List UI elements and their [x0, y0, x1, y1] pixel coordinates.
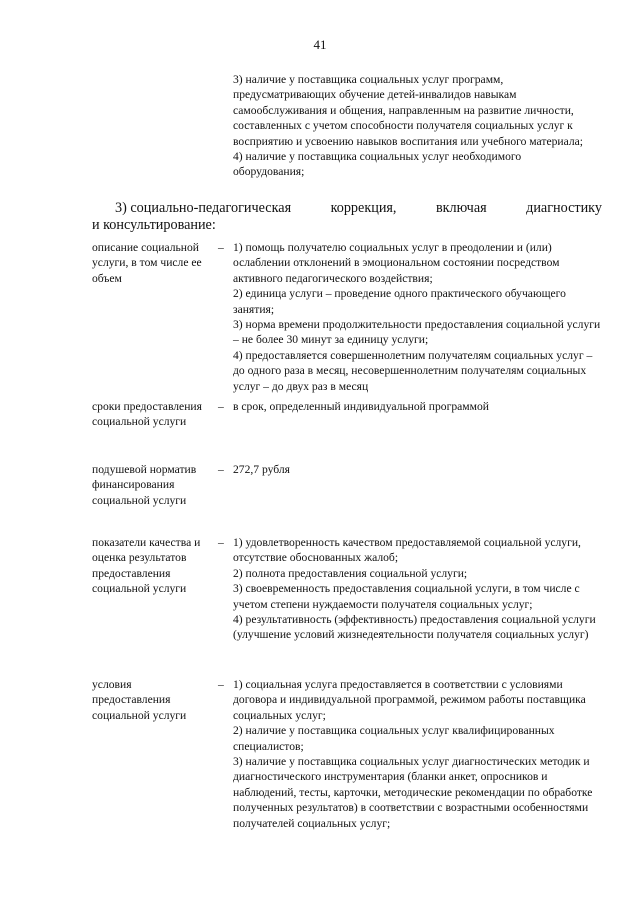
- row-content: [233, 240, 603, 394]
- list-item: 4) предоставляется совершеннолетним получателям социальных услуг – до одного раза в месяц, несовершеннолетним получателям социальных услуг – до двух раз в месяц: [233, 348, 593, 393]
- table-row-terms: [92, 399, 604, 449]
- row-content: [233, 535, 603, 643]
- heading-word: 3) социально-педагогическая: [115, 200, 292, 216]
- row-dash: –: [218, 463, 224, 476]
- row-dash: –: [218, 400, 224, 413]
- row-content: [233, 462, 603, 477]
- list-item: 4) наличие у поставщика социальных услуг необходимого оборудования;: [233, 150, 522, 179]
- list-item: 1) удовлетворенность качеством предоставляемой социальной услуги, отсутствие обоснованных жалоб;: [233, 536, 581, 565]
- list-item: 1) социальная услуга предоставляется в соответствии с условиями договора и индивидуальной программой, режимом работы поставщика социальных услуг;: [233, 678, 586, 722]
- row-label: сроки предоставления социальной услуги: [92, 400, 202, 429]
- list-item: 272,7 рубля: [233, 463, 291, 476]
- list-item: 3) наличие у поставщика социальных услуг диагностических методик и диагностического инструментария (бланки анкет, опросников и наблюдений, тесты, карточки, методические рекомендации по обработке полученных результатов) в соответствии с возрастными особенностями получателей социальных услуг;: [233, 755, 593, 830]
- row-label: подушевой норматив финансирования социальной услуги: [92, 463, 197, 507]
- row-dash: –: [218, 536, 224, 549]
- heading-word: включая: [435, 200, 487, 216]
- table-row-quality: [92, 535, 604, 670]
- row-dash: –: [218, 241, 224, 254]
- table-row-financing: [92, 462, 604, 527]
- table-row-conditions: [92, 677, 604, 837]
- row-content: [233, 399, 603, 414]
- row-label: показатели качества и оценка результатов предоставления социальной услуги: [92, 536, 201, 596]
- page-number: 41: [313, 37, 327, 52]
- row-content: [233, 677, 603, 831]
- row-label: описание социальной услуги, в том числе ее объем: [92, 241, 202, 285]
- list-item: 3) норма времени продолжительности предоставления социальной услуги – не более 30 минут за единицу услуги;: [233, 318, 601, 347]
- list-item: 2) наличие у поставщика социальных услуг квалифицированных специалистов;: [233, 724, 555, 753]
- heading-line-2: и консультирование:: [92, 217, 216, 233]
- continued-conditions-list: [233, 72, 593, 180]
- list-item: 3) наличие у поставщика социальных услуг программ, предусматривающих обучение детей-инвалидов навыкам самообслуживания и общения, направленным на развитие личности, составленных с учетом способности получателя социальных услуг к восприятию и усвоению навыков воспитания или учебного материала;: [233, 73, 583, 148]
- row-label: условия предоставления социальной услуги: [92, 678, 187, 722]
- heading-word: диагностику: [526, 200, 602, 216]
- list-item: 2) единица услуги – проведение одного практического обучающего занятия;: [233, 287, 566, 316]
- row-dash: –: [218, 678, 224, 691]
- list-item: 2) полнота предоставления социальной услуги;: [233, 566, 468, 580]
- list-item: 4) результативность (эффективность) предоставления социальной услуги (улучшение условий жизнедеятельности получателя социальных услуг): [233, 613, 596, 642]
- section-heading: [92, 200, 602, 234]
- list-item: 1) помощь получателю социальных услуг в преодолении и (или) ослаблении отклонений в эмоциональном состоянии посредством активного педагогического воздействия;: [233, 241, 560, 285]
- table-row-description: [92, 240, 604, 393]
- list-item: в срок, определенный индивидуальной программой: [233, 400, 489, 413]
- heading-word: коррекция,: [330, 200, 397, 216]
- list-item: 3) своевременность предоставления социальной услуги, в том числе с учетом степени нуждаемости получателя социальных услуг;: [233, 582, 580, 611]
